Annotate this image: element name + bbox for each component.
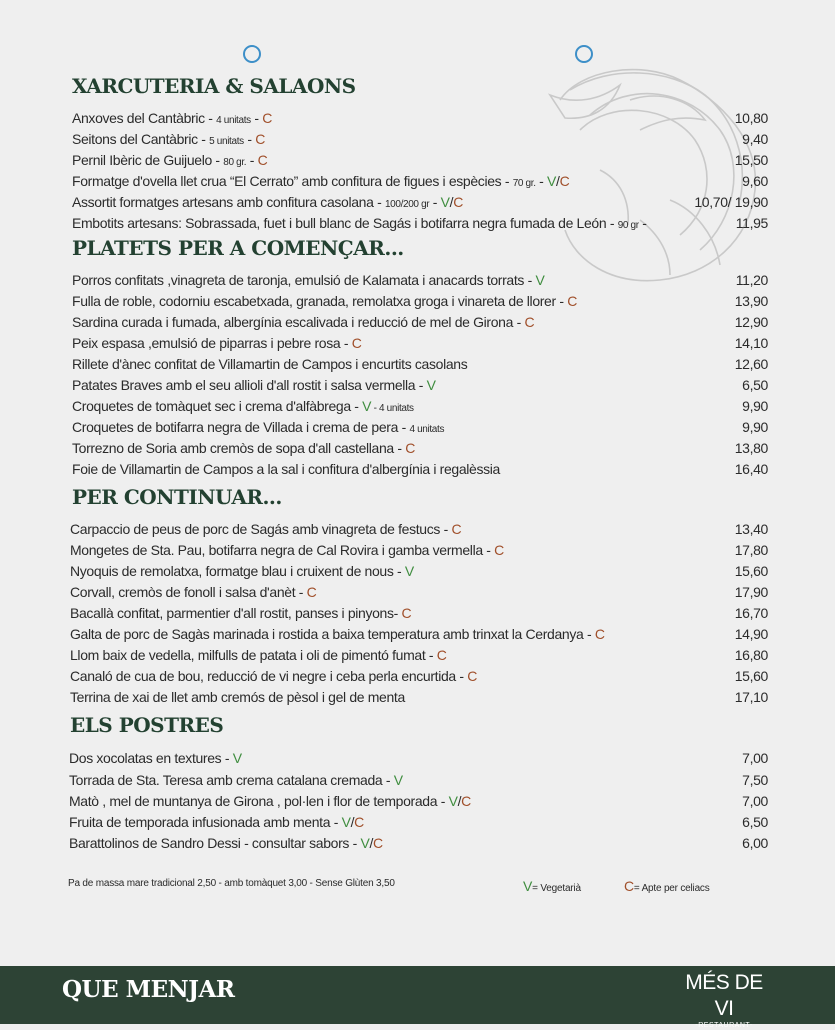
footnote <box>68 878 768 896</box>
menu-item: Corvall, cremòs de fonoll i salsa d'anèt - C 17,90 <box>70 583 768 600</box>
menu-item: Torrezno de Soria amb cremòs de sopa d'all castellana - C 13,80 <box>72 439 768 456</box>
menu-item: Barattolinos de Sandro Dessi - consultar sabors - V/C 6,00 <box>69 834 768 851</box>
bread-note: Pa de massa mare tradicional 2,50 - amb tomàquet 3,00 - Sense Glùten 3,50 <box>68 878 395 889</box>
menu-item: Matò , mel de muntanya de Girona , pol·len i flor de temporada - V/C 7,00 <box>69 792 768 809</box>
menu-item: Peix espasa ,emulsió de piparras i pebre rosa - C 14,10 <box>72 334 768 351</box>
menu-item: Galta de porc de Sagàs marinada i rostida a baixa temperatura amb trinxat la Cerdanya - C 14,90 <box>70 625 768 642</box>
brand-logo <box>676 970 772 1030</box>
menu-item: Canaló de cua de bou, reducció de vi negre i ceba perla encurtida - C 15,60 <box>70 667 768 684</box>
legend-celiac: C= Apte per celiacs <box>624 878 710 894</box>
brand-subtitle: -RESTAURANT- <box>695 1022 753 1029</box>
menu-item: Terrina de xai de llet amb cremós de pèsol i gel de menta 17,10 <box>70 688 768 705</box>
menu-item: Porros confitats ,vinagreta de taronja, emulsió de Kalamata i anacards torrats - V 11,20 <box>72 271 768 288</box>
menu-item: Embotits artesans: Sobrassada, fuet i bull blanc de Sagás i botifarra negra fumada de León - 90 gr - 11,95 <box>72 214 768 231</box>
menu-item: Anxoves del Cantàbric - 4 unitats - C 10,80 <box>72 109 768 126</box>
menu-item: Rillete d'ànec confitat de Villamartin de Campos i encurtits casolans 12,60 <box>72 355 768 372</box>
menu-item: Pernil Ibèric de Guijuelo - 80 gr. - C 15,50 <box>72 151 768 168</box>
menu-item: Croquetes de botifarra negra de Villada i crema de pera - 4 unitats 9,90 <box>72 418 768 435</box>
legend-vegetarian: V= Vegetarià <box>523 878 581 894</box>
menu-item: Foie de Villamartin de Campos a la sal i confitura d'albergínia i regalèssia 16,40 <box>72 460 768 477</box>
section-title-charcuterie: XARCUTERIA & SALAONS <box>72 74 356 98</box>
menu-item: Nyoquis de remolatxa, formatge blau i cruixent de nous - V 15,60 <box>70 562 768 579</box>
menu-item: Bacallà confitat, parmentier d'all rostit, panses i pinyons- C 16,70 <box>70 604 768 621</box>
section-title-starters: PLATETS PER A COMENÇAR... <box>72 236 404 260</box>
section-title-desserts: ELS POSTRES <box>70 713 224 737</box>
menu-item: Seitons del Cantàbric - 5 unitats - C 9,40 <box>72 130 768 147</box>
footer-title: QUE MENJAR <box>62 976 235 1003</box>
footer-bar <box>0 966 835 1029</box>
menu-item: Torrada de Sta. Teresa amb crema catalana cremada - V 7,50 <box>69 771 768 788</box>
menu-item: Croquetes de tomàquet sec i crema d'alfàbrega - V - 4 unitats 9,90 <box>72 397 768 414</box>
menu-item: Assortit formatges artesans amb confitura casolana - 100/200 gr - V/C 10,70/ 19,90 <box>72 193 768 210</box>
menu-item: Fulla de roble, codorniu escabetxada, granada, remolatxa groga i vinareta de llorer - C 13,90 <box>72 292 768 309</box>
binder-hole-left <box>243 45 261 63</box>
menu-item: Carpaccio de peus de porc de Sagás amb vinagreta de festucs - C 13,40 <box>70 520 768 537</box>
section-title-mains: PER CONTINUAR... <box>72 485 282 509</box>
brand-name: MÉS DE VI <box>685 971 763 1020</box>
menu-item: Formatge d'ovella llet crua “El Cerrato” amb confitura de figues i espècies - 70 gr. - V/C 9,60 <box>72 172 768 189</box>
menu-item: Sardina curada i fumada, albergínia escalivada i reducció de mel de Girona - C 12,90 <box>72 313 768 330</box>
menu-item: Dos xocolatas en textures - V 7,00 <box>69 749 768 766</box>
menu-item: Fruita de temporada infusionada amb menta - V/C 6,50 <box>69 813 768 830</box>
menu-item: Patates Braves amb el seu allioli d'all rostit i salsa vermella - V 6,50 <box>72 376 768 393</box>
menu-item: Mongetes de Sta. Pau, botifarra negra de Cal Rovira i gamba vermella - C 17,80 <box>70 541 768 558</box>
menu-item: Llom baix de vedella, milfulls de patata i oli de pimentó fumat - C 16,80 <box>70 646 768 663</box>
